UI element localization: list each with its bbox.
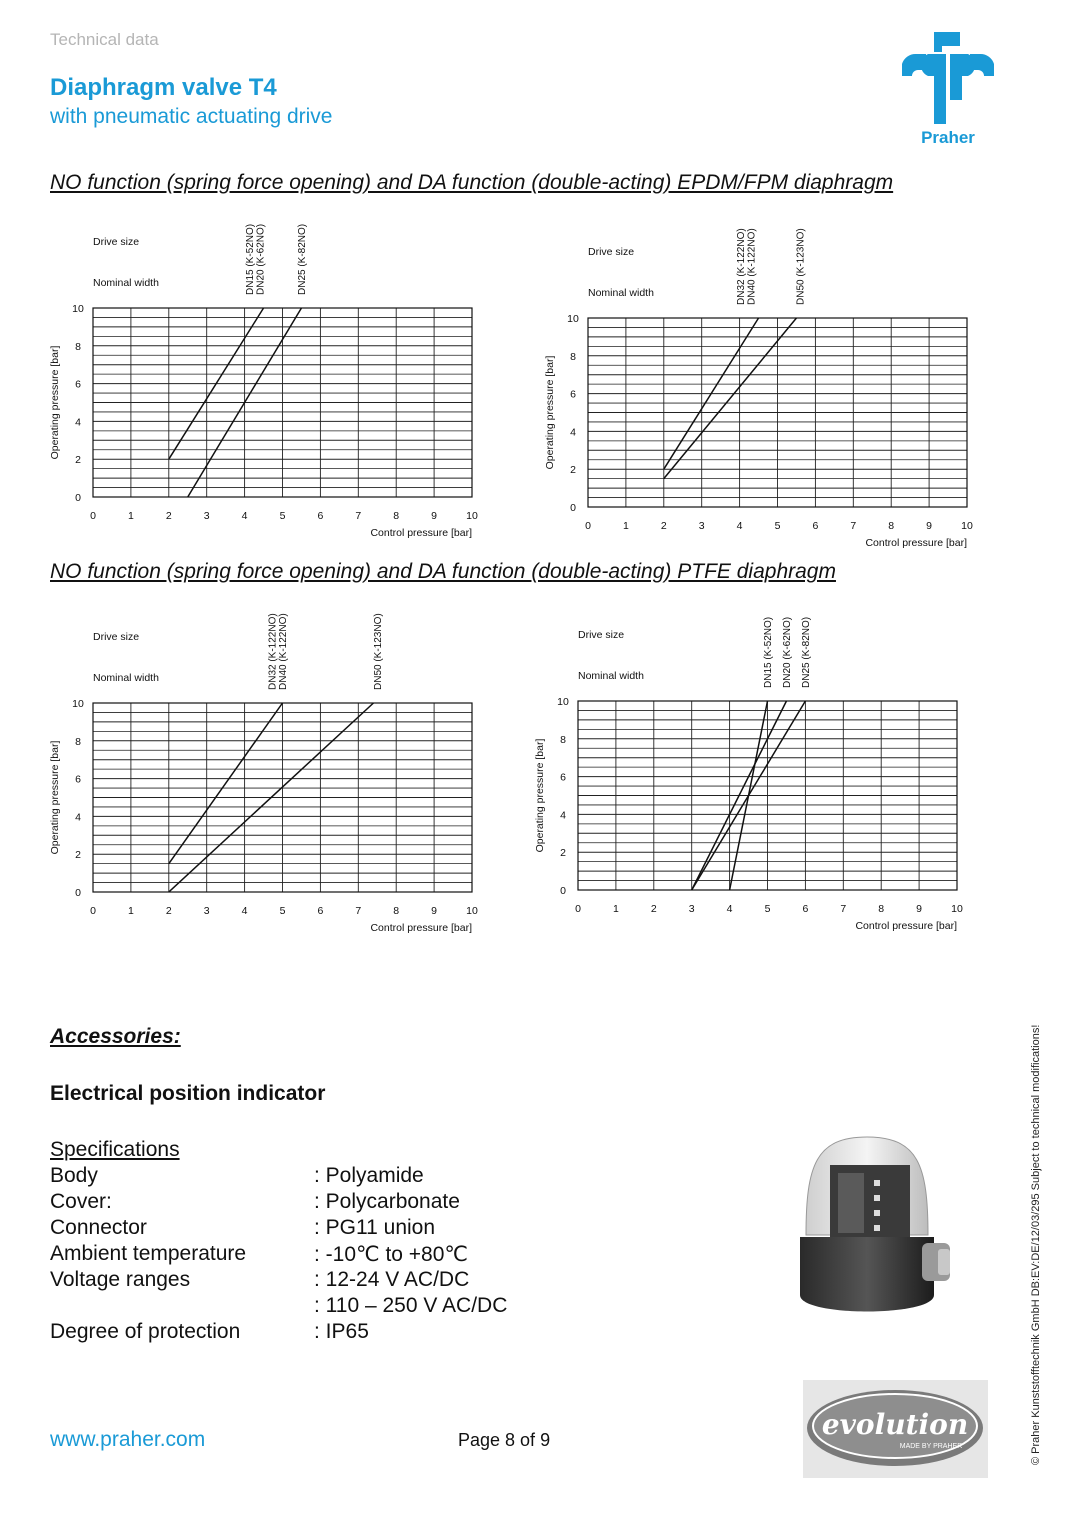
- x-tick-label: 0: [585, 520, 591, 532]
- x-tick-label: 2: [650, 903, 657, 915]
- chart-ptfe-k122-k123: [40, 600, 490, 940]
- x-tick-label: 9: [926, 520, 933, 532]
- x-tick-label: 6: [802, 903, 809, 915]
- section-heading-ptfe: NO function (spring force opening) and DA function (double-acting) PTFE diaphragm: [50, 560, 836, 583]
- y-tick-label: 4: [75, 416, 81, 429]
- drive-size-label: Drive size: [93, 236, 140, 248]
- nominal-width-label: Nominal width: [93, 672, 159, 684]
- x-tick-label: 10: [466, 905, 478, 917]
- spec-key: Ambient temperature: [50, 1242, 247, 1265]
- drive-label: DN40 (K-122NO): [746, 228, 758, 305]
- y-tick-label: 10: [72, 698, 84, 710]
- copyright-note: © Praher Kunststofftechnik GmbH DB:EV:DE/12/03/295 Subject to technical modifications!: [1030, 1024, 1042, 1465]
- y-tick-label: 2: [560, 847, 566, 860]
- x-tick-label: 4: [726, 903, 733, 915]
- section-heading-epdm: NO function (spring force opening) and DA function (double-acting) EPDM/FPM diaphragm: [50, 171, 894, 194]
- y-tick-label: 6: [560, 771, 566, 784]
- x-tick-label: 6: [812, 520, 819, 532]
- evolution-badge-icon: [803, 1380, 988, 1478]
- x-tick-label: 8: [393, 905, 400, 917]
- y-tick-label: 6: [75, 773, 81, 786]
- x-tick-label: 10: [961, 520, 973, 532]
- accessory-title: Electrical position indicator: [50, 1082, 326, 1105]
- x-tick-label: 7: [355, 510, 362, 522]
- position-indicator-image: [792, 1125, 952, 1330]
- x-tick-label: 8: [878, 903, 885, 915]
- spec-value: : PG11 union: [314, 1216, 436, 1239]
- y-tick-label: 10: [557, 696, 569, 708]
- x-tick-label: 0: [90, 510, 96, 522]
- x-tick-label: 10: [466, 510, 478, 522]
- spec-value: : 110 – 250 V AC/DC: [314, 1294, 508, 1317]
- x-tick-label: 4: [241, 905, 248, 917]
- footer-website-link[interactable]: www.praher.com: [50, 1428, 206, 1451]
- x-tick-label: 0: [575, 903, 581, 915]
- x-tick-label: 7: [850, 520, 857, 532]
- y-tick-label: 6: [75, 378, 81, 391]
- drive-label: DN40 (K-122NO): [278, 613, 289, 690]
- chart-svg: [525, 598, 975, 938]
- y-tick-label: 6: [570, 388, 576, 401]
- position-indicator-photo: [792, 1125, 952, 1330]
- x-tick-label: 6: [317, 905, 324, 917]
- praher-logo: [898, 30, 998, 148]
- chart-epdm-k122-k123: [535, 215, 985, 555]
- page-number: Page 8 of 9: [458, 1430, 551, 1450]
- x-tick-label: 8: [393, 510, 400, 522]
- accessories-heading: Accessories:: [50, 1025, 181, 1048]
- y-axis-label: Operating pressure [bar]: [544, 355, 556, 470]
- drive-label: DN20 (K-62NO): [781, 616, 793, 688]
- x-tick-label: 7: [355, 905, 362, 917]
- y-tick-label: 10: [72, 303, 84, 315]
- evolution-badge: [803, 1380, 988, 1478]
- series-line: [664, 318, 797, 479]
- badge-sub-text: MADE BY PRAHER: [899, 1443, 963, 1450]
- drive-label: DN32 (K-122NO): [267, 613, 279, 690]
- spec-key: Voltage ranges: [50, 1268, 191, 1291]
- x-tick-label: 5: [774, 520, 781, 532]
- y-tick-label: 2: [75, 454, 81, 467]
- drive-size-label: Drive size: [578, 629, 625, 641]
- x-tick-label: 5: [764, 903, 771, 915]
- y-tick-label: 10: [567, 313, 579, 325]
- y-tick-label: 2: [75, 849, 81, 862]
- x-tick-label: 9: [916, 903, 923, 915]
- y-tick-label: 0: [75, 887, 81, 899]
- x-tick-label: 9: [431, 905, 438, 917]
- y-tick-label: 4: [75, 811, 81, 824]
- x-tick-label: 3: [698, 520, 705, 532]
- x-tick-label: 1: [612, 903, 619, 915]
- x-axis-label: Control pressure [bar]: [855, 920, 957, 932]
- y-axis-label: Operating pressure [bar]: [49, 740, 61, 855]
- drive-label: DN20 (K-62NO): [255, 223, 267, 295]
- drive-label: DN25 (K-82NO): [296, 223, 308, 295]
- y-tick-label: 0: [570, 502, 576, 514]
- drive-label: DN15 (K-52NO): [763, 616, 774, 688]
- x-tick-label: 4: [736, 520, 743, 532]
- specifications-heading: Specifications: [50, 1138, 180, 1161]
- x-tick-label: 3: [203, 510, 210, 522]
- x-tick-label: 8: [888, 520, 895, 532]
- x-axis-label: Control pressure [bar]: [370, 922, 472, 934]
- x-tick-label: 2: [660, 520, 667, 532]
- badge-main-text: evolution: [821, 1408, 969, 1441]
- x-tick-label: 6: [317, 510, 324, 522]
- chart-svg: [535, 215, 985, 555]
- y-tick-label: 8: [570, 350, 576, 363]
- drive-label: DN25 (K-82NO): [800, 616, 812, 688]
- drive-label: DN50 (K-123NO): [795, 228, 807, 305]
- x-tick-label: 5: [279, 510, 286, 522]
- nominal-width-label: Nominal width: [588, 287, 654, 299]
- chart-svg: [40, 205, 490, 545]
- y-tick-label: 8: [560, 733, 566, 746]
- x-tick-label: 2: [165, 510, 172, 522]
- y-axis-label: Operating pressure [bar]: [49, 345, 61, 460]
- x-tick-label: 1: [127, 905, 134, 917]
- y-axis-label: Operating pressure [bar]: [534, 738, 546, 853]
- x-axis-label: Control pressure [bar]: [865, 537, 967, 549]
- x-tick-label: 5: [279, 905, 286, 917]
- x-tick-label: 7: [840, 903, 847, 915]
- drive-label: DN50 (K-123NO): [372, 613, 384, 690]
- x-axis-label: Control pressure [bar]: [370, 527, 472, 539]
- x-tick-label: 10: [951, 903, 963, 915]
- spec-value: : -10℃ to +80℃: [314, 1243, 468, 1266]
- chart-epdm-k52-k82: [40, 205, 490, 545]
- spec-key: Degree of protection: [50, 1320, 241, 1343]
- spec-value: : IP65: [314, 1320, 369, 1343]
- drive-label: DN15 (K-52NO): [244, 223, 256, 295]
- x-tick-label: 0: [90, 905, 96, 917]
- x-tick-label: 1: [127, 510, 134, 522]
- spec-value: : Polyamide: [314, 1164, 424, 1187]
- logo-text: Praher: [921, 128, 975, 147]
- spec-value: : Polycarbonate: [314, 1190, 460, 1213]
- x-tick-label: 1: [622, 520, 629, 532]
- x-tick-label: 3: [203, 905, 210, 917]
- page-subtitle: with pneumatic actuating drive: [50, 105, 333, 128]
- y-tick-label: 0: [560, 885, 566, 897]
- y-tick-label: 8: [75, 735, 81, 748]
- x-tick-label: 4: [241, 510, 248, 522]
- chart-ptfe-k52-k82: [525, 598, 975, 938]
- x-tick-label: 2: [165, 905, 172, 917]
- praher-logo-icon: [898, 30, 998, 148]
- x-tick-label: 9: [431, 510, 438, 522]
- spec-value: : 12-24 V AC/DC: [314, 1268, 470, 1291]
- x-tick-label: 3: [688, 903, 695, 915]
- drive-label: DN32 (K-122NO): [735, 228, 747, 305]
- document-label: Technical data: [50, 30, 159, 49]
- spec-key: Body: [50, 1164, 98, 1187]
- spec-key: Connector: [50, 1216, 147, 1239]
- y-tick-label: 2: [570, 464, 576, 477]
- spec-key: Cover:: [50, 1190, 112, 1213]
- drive-size-label: Drive size: [93, 631, 140, 643]
- y-tick-label: 4: [560, 809, 566, 822]
- chart-svg: [40, 600, 490, 940]
- y-tick-label: 4: [570, 426, 576, 439]
- y-tick-label: 8: [75, 340, 81, 353]
- drive-size-label: Drive size: [588, 246, 635, 258]
- nominal-width-label: Nominal width: [578, 670, 644, 682]
- nominal-width-label: Nominal width: [93, 277, 159, 289]
- page-title: Diaphragm valve T4: [50, 74, 277, 101]
- y-tick-label: 0: [75, 492, 81, 504]
